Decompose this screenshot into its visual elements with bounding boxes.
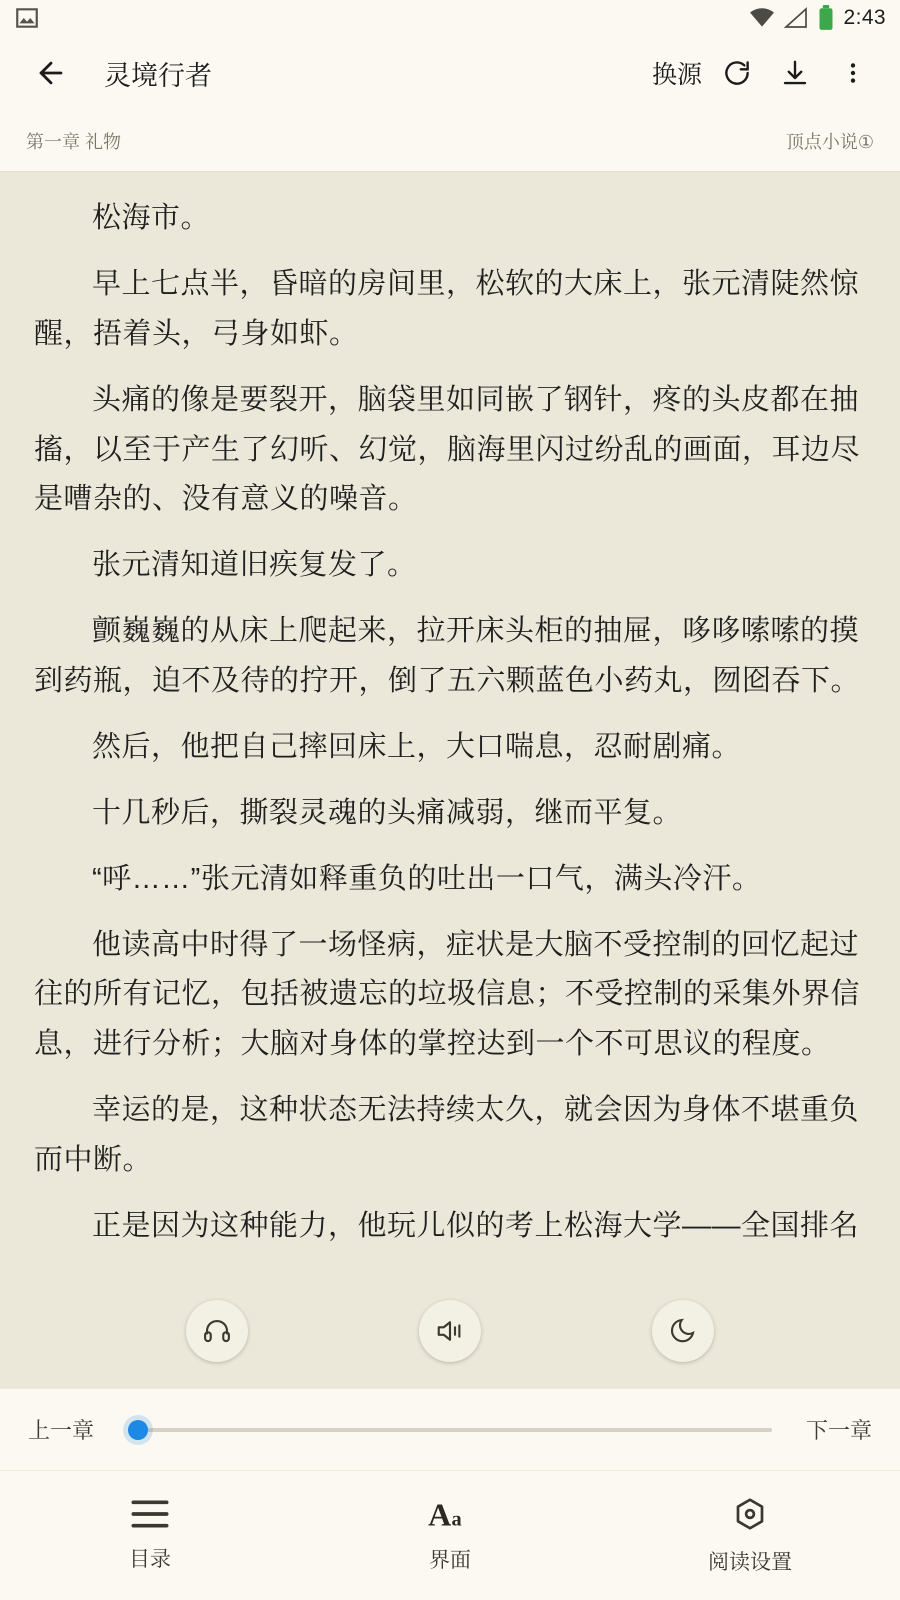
nav-label: 界面 [429,1548,471,1572]
chapter-progress-slider[interactable] [128,1410,772,1450]
paragraph: 幸运的是，这种状态无法持续太久，就会因为身体不堪重负而中断。 [34,1094,860,1176]
paragraph: 头痛的像是要裂开，脑袋里如同嵌了钢针，疼的头皮都在抽搐，以至于产生了幻听、幻觉，脑海里闪过纷乱的画面，耳边尽是嘈杂的、没有意义的噪音。 [34,383,861,516]
nav-label: 目录 [129,1547,171,1571]
current-chapter-label: 第一章 礼物 [26,131,122,152]
signal-icon [784,7,808,29]
change-source-button[interactable]: 换源 [651,61,702,89]
next-chapter-button[interactable]: 下一章 [805,1418,872,1443]
back-arrow-icon[interactable] [28,50,74,96]
night-mode-icon[interactable] [652,1300,714,1362]
paragraph: 早上七点半，昏暗的房间里，松软的大床上，张元清陡然惊醒，捂着头，弓身如虾。 [34,267,860,350]
paragraph: 十几秒后，撕裂灵魂的头痛减弱，继而平复。 [92,796,683,829]
paragraph: 颤巍巍的从床上爬起来，拉开床头柜的抽屉，哆哆嗦嗦的摸到药瓶，迫不及待的拧开，倒了五六颗蓝色小药丸，囫囵吞下。 [34,615,861,697]
menu-icon [130,1499,170,1529]
slider-track [128,1428,772,1432]
paragraph: 他读高中时得了一场怪病，症状是大脑不受控制的回忆起过往的所有记忆，包括被遗忘的垃圾信息；不受控制的采集外界信息，进行分析；大脑对身体的掌控达到一个不可思议的程度。 [34,928,861,1061]
chapter-bar [0,110,900,172]
svg-text:A: A [428,1497,452,1530]
image-icon [14,5,40,31]
battery-icon [817,5,835,31]
nav-label: 阅读设置 [708,1550,792,1574]
audio-read-icon[interactable] [419,1300,481,1362]
more-vertical-icon[interactable] [824,44,882,102]
nav-item-interface[interactable] [300,1471,600,1600]
bottom-nav [0,1470,900,1600]
nav-item-catalog[interactable] [0,1471,300,1600]
svg-text:a: a [451,1508,462,1530]
refresh-icon[interactable] [708,44,766,102]
app-bar [0,36,900,110]
reader-content[interactable] [0,172,900,1388]
download-icon[interactable] [766,44,824,102]
paragraph: 然后，他把自己摔回床上，大口喘息，忍耐剧痛。 [92,730,742,763]
settings-icon [732,1496,768,1532]
wifi-icon [749,7,775,29]
paragraph: 张元清知道旧疾复发了。 [92,549,417,582]
headphone-icon[interactable] [186,1300,248,1362]
floating-actions [0,1300,900,1362]
clock: 2:43 [843,6,886,29]
nav-item-reading-settings[interactable] [600,1471,900,1600]
paragraph: 松海市。 [92,202,211,234]
page-title: 灵境行者 [104,60,212,91]
paragraph: “呼……”张元清如释重负的吐出一口气，满头冷汗。 [92,862,762,895]
font-size-icon [428,1498,472,1530]
prev-chapter-button[interactable]: 上一章 [28,1418,95,1443]
status-bar [0,0,900,36]
slider-thumb[interactable] [128,1420,148,1440]
paragraph: 正是因为这种能力，他玩儿似的考上松海大学——全国排名 [92,1209,860,1242]
chapter-progress-bar [0,1388,900,1470]
source-label: 顶点小说① [785,131,874,152]
